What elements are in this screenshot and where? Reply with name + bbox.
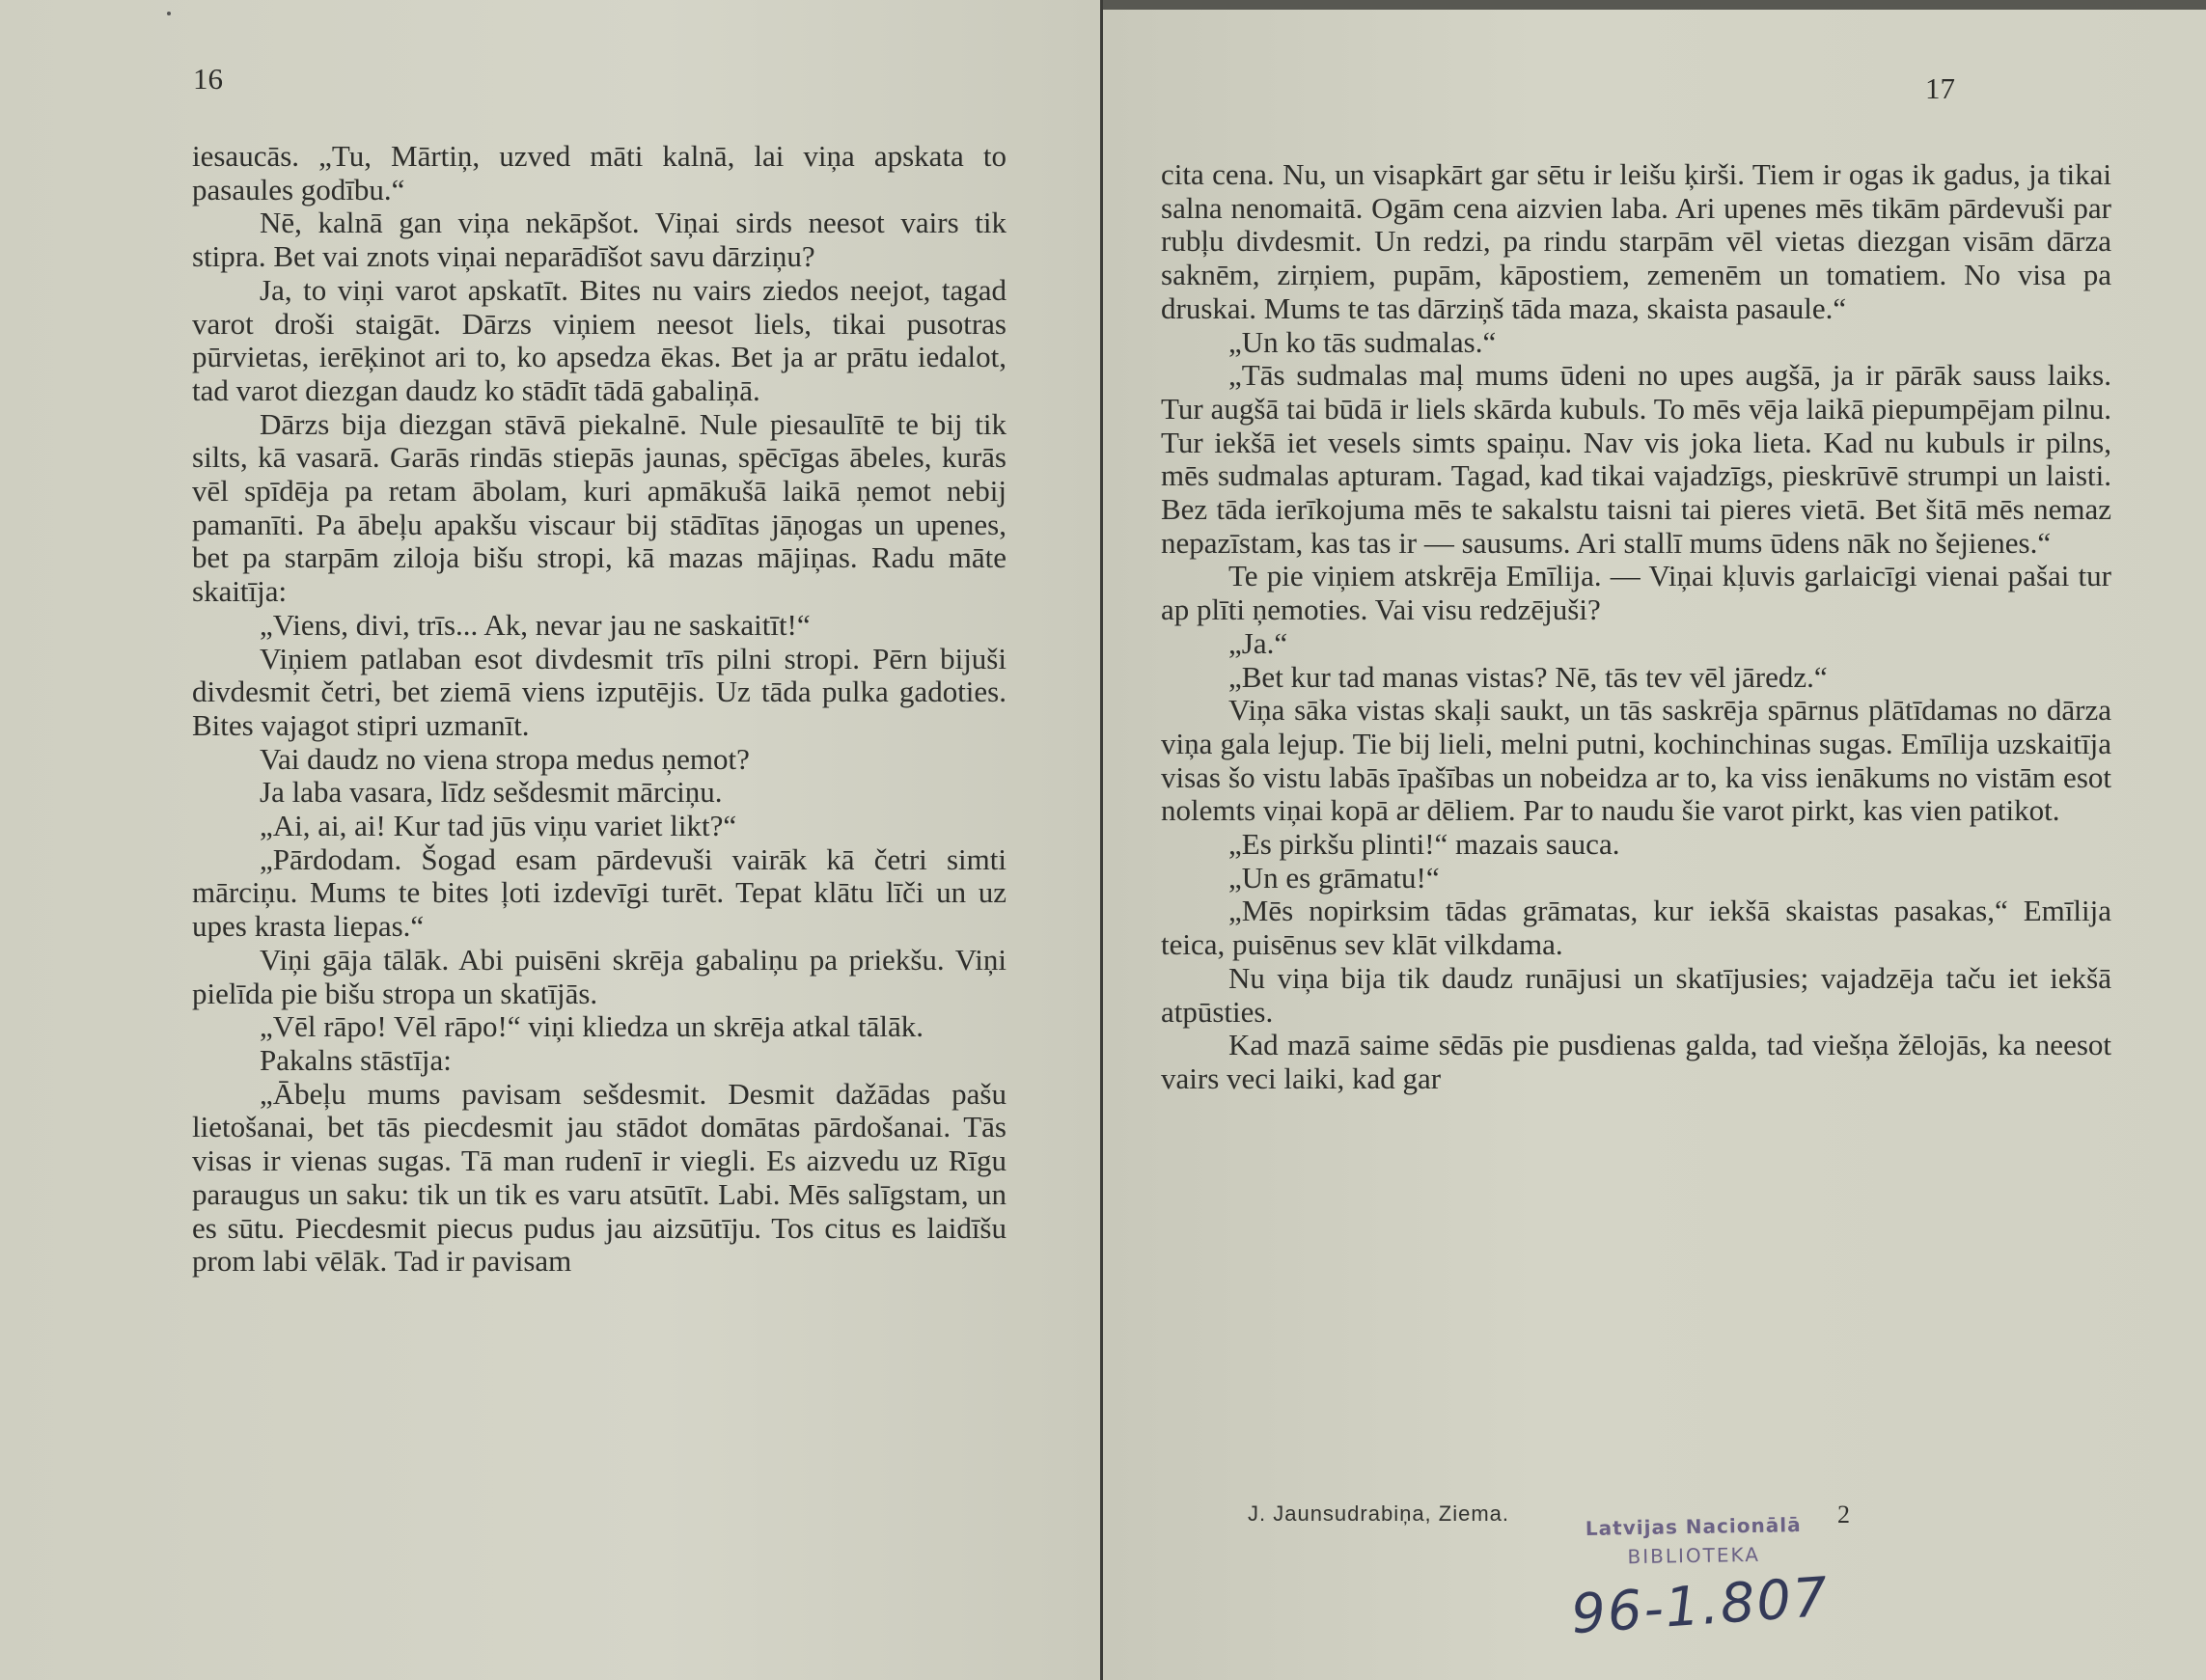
handwritten-shelfmark: 96-1.807: [1569, 1565, 1832, 1647]
paragraph: „Vēl rāpo! Vēl rāpo!“ viņi kliedza un skrēja atkal tālāk.: [260, 1009, 924, 1044]
paragraph: Nē, kalnā gan viņa nekāpšot. Viņai sirds neesot vairs tik stipra. Bet vai znots viņai neparādīšot savu dārziņu?: [192, 206, 1006, 274]
signature-footer: J. Jaunsudrabiņa, Ziema.: [1248, 1501, 1510, 1526]
left-page-text: [192, 140, 1006, 1279]
right-page-text: [1161, 158, 2111, 1096]
page-number-right: 17: [1925, 71, 1955, 105]
paragraph: Vai daudz no viena stropa medus ņemot?: [260, 741, 750, 776]
paragraph: Viņa sāka vistas skaļi saukt, un tās saskrēja spārnus plātīdamas no dārza viņa gala lejup. Tie bij lieli, melni putni, kochinchinas sugas. Emīlija uzskaitīja visas šo vistu labās īpašības un nobeidza ar to, ka viss ienākums no vistām esot nolemts viņai kopā ar dēliem. Par to naudu šie varot pirkt, kas vien patikot.: [1161, 693, 2111, 828]
paragraph: iesaucās. „Tu, Mārtiņ, uzved māti kalnā, lai viņa apskata to pasaules godību.“: [192, 139, 1006, 207]
library-stamp: [1583, 1513, 1806, 1569]
paragraph: Pakalns stāstīja:: [260, 1042, 452, 1077]
stamp-line-1: Latvijas Nacionālā: [1585, 1513, 1802, 1540]
paragraph: Ja laba vasara, līdz sešdesmit mārciņu.: [260, 775, 723, 810]
paragraph: „Viens, divi, trīs... Ak, nevar jau ne saskaitīt!“: [260, 607, 811, 642]
paragraph: „Ai, ai, ai! Kur tad jūs viņu variet likt?“: [260, 809, 737, 843]
stamp-line-2: BIBLIOTEKA: [1627, 1542, 1761, 1569]
paragraph: Kad mazā saime sēdās pie pusdienas galda, tad viešņa žēlojās, ka neesot vairs veci laiki, kad gar: [1161, 1028, 2111, 1095]
paragraph: Ja, to viņi varot apskatīt. Bites nu vairs ziedos neejot, tagad varot droši staigāt. Dārzs viņiem neesot liels, tikai pusotras pūrvietas, ierēķinot ari to, ko apsedza ēkas. Bet ja ar prātu iedalot, tad varot diezgan daudz ko stādīt tādā gabaliņā.: [192, 272, 1006, 407]
paragraph: cita cena. Nu, un visapkārt gar sētu ir leišu ķirši. Tiem ir ogas ik gadus, ja tikai salna nenomaitā. Ogām cena aizvien laba. Ari upenes mēs tikām pārdevuši par rubļu divdesmit. Un redzi, pa rindu starpām vēl vietas diezgan visām dārza saknēm, zirņiem, pupām, kāpostiem, zemenēm un tomatiem. No visa pa druskai. Mums te tas dārziņš tāda maza, skaista pasaule.“: [1161, 157, 2111, 325]
paragraph: Viņiem patlaban esot divdesmit trīs pilni stropi. Pērn bijuši divdesmit četri, bet ziemā viens izputējis. Uz tāda pulka gadoties. Bites vajagot stipri uzmanīt.: [192, 641, 1006, 742]
top-edge-shadow: [1103, 0, 2206, 10]
paragraph: Dārzs bija diezgan stāvā piekalnē. Nule piesaulītē te bij tik silts, kā vasarā. Garās rindās stiepās jaunas, spēcīgas ābeles, kurās vēl spīdēja pa retam ābolam, kuri apmākušā laikā ņemot nebij pamanīti. Pa ābeļu apakšu viscaur bij stādītas jāņogas un upenes, bet pa starpām ziloja bišu stropi, kā mazas mājiņas. Radu māte skaitīja:: [192, 406, 1006, 609]
signature-number: 2: [1837, 1501, 1850, 1529]
speck: [167, 12, 171, 15]
paragraph: „Ābeļu mums pavisam sešdesmit. Desmit dažādas pašu lietošanai, bet tās piecdesmit jau stādot domātas pārdošanai. Tās visas ir vienas sugas. Tā man rudenī ir viegli. Es aizvedu uz Rīgu paraugus un saku: tik un tik es varu atsūtīt. Labi. Mēs salīgstam, un es sūtu. Piecdesmit piecus pudus jau aizsūtīju. Tos citus es laidīšu prom labi vēlāk. Tad ir pavisam: [192, 1076, 1006, 1279]
right-page: [1103, 0, 2206, 1680]
page-number-left: 16: [193, 62, 223, 96]
paragraph: „Un ko tās sudmalas.“: [1228, 324, 1497, 359]
paragraph: „Pārdodam. Šogad esam pārdevuši vairāk kā četri simti mārciņu. Mums te bites ļoti izdevīgi turēt. Tepat klātu līči un uz upes krasta liepas.“: [192, 841, 1006, 944]
paragraph: „Tās sudmalas maļ mums ūdeni no upes augšā, ja ir pārāk sauss laiks. Tur augšā tai būdā ir liels skārda kubuls. To mēs vēja laikā piepumpējam pilnu. Tur iekšā iet vesels simts spaiņu. Nav vis joka lieta. Kad nu kubuls ir pilns, mēs sudmalas apturam. Tagad, kad tikai vajadzīgs, pieskrūvē strumpi un laisti. Bez tāda ierīkojuma mēs te sakalstu taisni tai pieres vietā. Bet šitā mēs nemaz nepazīstam, kas tas ir — sausums. Ari stallī mums ūdens nāk no šejienes.“: [1161, 358, 2111, 560]
paragraph: „Ja.“: [1228, 625, 1288, 660]
paragraph: „Un es grāmatu!“: [1228, 860, 1440, 895]
paragraph: Viņi gāja tālāk. Abi puisēni skrēja gabaliņu pa priekšu. Viņi pielīda pie bišu stropa un skatījās.: [192, 942, 1006, 1010]
paragraph: „Es pirkšu plinti!“ mazais sauca.: [1228, 827, 1620, 862]
paragraph: „Mēs nopirksim tādas grāmatas, kur iekšā skaistas pasakas,“ Emīlija teica, puisēnus sev klāt vilkdama.: [1161, 894, 2111, 962]
paragraph: Nu viņa bija tik daudz runājusi un skatījusies; vajadzēja taču iet iekšā atpūsties.: [1161, 960, 2111, 1029]
paragraph: Te pie viņiem atskrēja Emīlija. — Viņai kļuvis garlaicīgi vienai pašai tur ap plīti ņemoties. Vai visu redzējuši?: [1161, 559, 2111, 627]
paragraph: „Bet kur tad manas vistas? Nē, tās tev vēl jāredz.“: [1228, 659, 1828, 694]
